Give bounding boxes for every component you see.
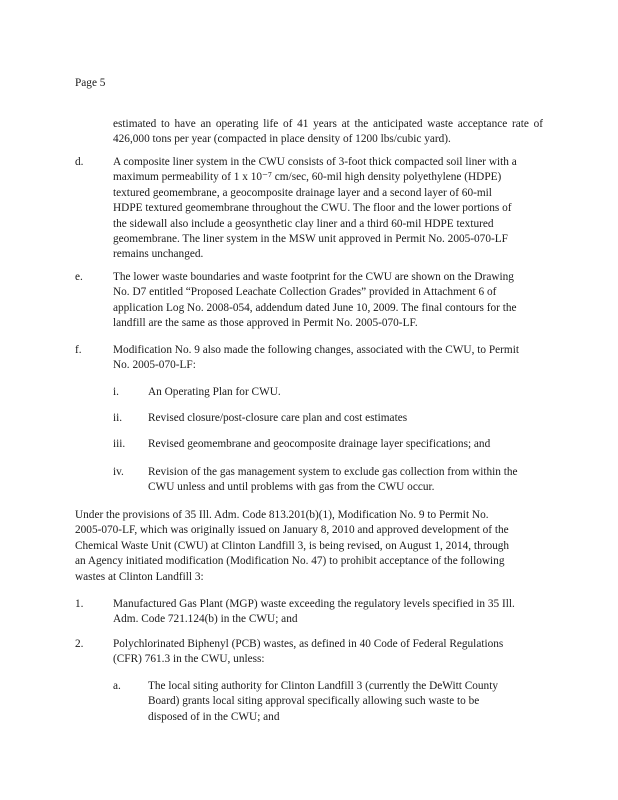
sub-a-text: [148, 679, 545, 725]
text-line: (CFR) 761.3 in the CWU, unless:: [113, 653, 265, 666]
sub-item-marker-i: i.: [113, 386, 119, 398]
text-line: the sidewall also include a geosynthetic clay liner and a third 60-mil HDPE textured: [113, 217, 494, 230]
item-d-text: [113, 155, 545, 263]
text-line: wastes at Clinton Landfill 3:: [75, 570, 204, 583]
item-marker-d: d.: [75, 156, 84, 168]
text-line: Polychlorinated Biphenyl (PCB) wastes, as defined in 40 Code of Federal Regulations: [113, 638, 504, 650]
text-line: HDPE textured geomembrane throughout the CWU. The floor and the lower portions of: [113, 202, 512, 215]
numbered-marker-2: 2.: [75, 638, 84, 650]
text-line: remains unchanged.: [113, 248, 204, 261]
text-line: an Agency initiated modification (Modification No. 47) to prohibit acceptance of the following: [75, 555, 505, 568]
text-line: maximum permeability of 1 x 10⁻⁷ cm/sec, 60-mil high density polyethylene (HDPE): [113, 171, 502, 184]
text-line: CWU unless and until problems with gas from the CWU occur.: [148, 481, 435, 494]
text-line: Board) grants local siting approval specifically allowing such waste to be: [148, 695, 480, 708]
item-f-text: [113, 343, 545, 374]
text-line: textured geomembrane, a geocomposite drainage layer and a second layer of 60-mil: [113, 186, 492, 199]
sub-item-iv-text: [148, 465, 545, 496]
sub-item-marker-iii: iii.: [113, 438, 126, 450]
sub-item-i-text: An Operating Plan for CWU.: [148, 386, 281, 398]
text-line: No. D7 entitled “Proposed Leachate Collection Grades” provided in Attachment 6 of: [113, 286, 497, 299]
provision-paragraph: [75, 508, 545, 585]
text-line: 2005-070-LF, which was originally issued on January 8, 2010 and approved development of the: [75, 524, 509, 537]
page-number: Page 5: [75, 77, 106, 89]
item-marker-e: e.: [75, 271, 83, 283]
item-marker-f: f.: [75, 344, 82, 356]
sub-a-marker: a.: [113, 680, 121, 692]
sub-item-marker-ii: ii.: [113, 412, 123, 424]
text-line: Chemical Waste Unit (CWU) at Clinton Landfill 3, is being revised, on August 1, 2014, through: [75, 539, 510, 552]
numbered-2-text: [113, 637, 545, 668]
text-line: A composite liner system in the CWU consists of 3-foot thick compacted soil liner with a: [113, 156, 517, 168]
intro-continuation: estimated to have an operating life of 41 years at the anticipated waste acceptance rate of 426,000 tons per year (compacted in place density of 1200 lbs/cubic yard).: [113, 118, 543, 146]
text-line: The local siting authority for Clinton Landfill 3 (currently the DeWitt County: [148, 680, 498, 692]
text-line: Manufactured Gas Plant (MGP) waste exceeding the regulatory levels specified in 35 Ill.: [113, 598, 515, 610]
text-line: Revision of the gas management system to exclude gas collection from within the: [148, 466, 518, 478]
text-line: Adm. Code 721.124(b) in the CWU; and: [113, 613, 298, 626]
sub-item-ii-text: Revised closure/post-closure care plan and cost estimates: [148, 412, 408, 424]
text-line: Modification No. 9 also made the following changes, associated with the CWU, to Permit: [113, 344, 519, 356]
numbered-1-text: [113, 597, 545, 628]
item-e-text: [113, 270, 545, 332]
text-line: No. 2005-070-LF:: [113, 359, 196, 372]
text-line: application Log No. 2008-054, addendum dated June 10, 2009. The final contours for the: [113, 301, 517, 314]
text-line: Under the provisions of 35 Ill. Adm. Code 813.201(b)(1), Modification No. 9 to Permit No.: [75, 509, 489, 521]
sub-item-iii-text: Revised geomembrane and geocomposite drainage layer specifications; and: [148, 438, 491, 450]
numbered-marker-1: 1.: [75, 598, 84, 610]
text-line: geomembrane. The liner system in the MSW unit approved in Permit No. 2005-070-LF: [113, 233, 508, 246]
sub-item-marker-iv: iv.: [113, 466, 124, 478]
text-line: The lower waste boundaries and waste footprint for the CWU are shown on the Drawing: [113, 271, 514, 283]
text-line: landfill are the same as those approved in Permit No. 2005-070-LF.: [113, 317, 418, 330]
text-line: disposed of in the CWU; and: [148, 710, 280, 723]
